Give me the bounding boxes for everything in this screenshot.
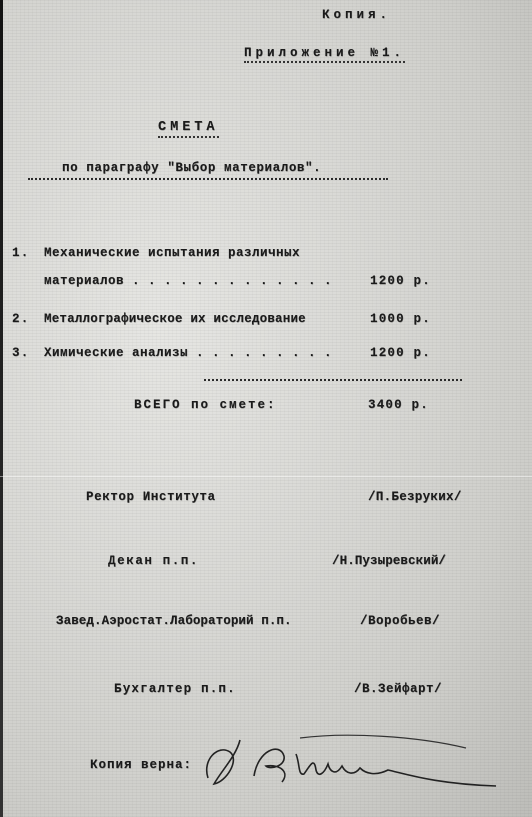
signature-3-name: /Воробьев/ xyxy=(360,614,441,628)
item-1-text-line1: Механические испытания различных xyxy=(44,246,301,260)
signature-4-role: Бухгалтер п.п. xyxy=(114,682,236,696)
item-2-text: Металлографическое их исследование xyxy=(44,312,306,326)
item-3-number: 3. xyxy=(12,346,30,360)
scan-edge xyxy=(0,0,3,817)
document-subtitle: по параграфу "Выбор материалов". xyxy=(62,161,322,175)
item-3-amount: 1200 р. xyxy=(370,346,431,360)
document-title: СМЕТА xyxy=(158,120,219,138)
signature-3-role: Завед.Аэростат.Лабораторий п.п. xyxy=(56,614,292,628)
subtitle-underline xyxy=(28,178,388,180)
total-rule xyxy=(204,379,462,381)
signature-2-role: Декан п.п. xyxy=(108,554,200,568)
total-label: ВСЕГО по смете: xyxy=(134,398,277,412)
signature-1-role: Ректор Института xyxy=(86,490,216,504)
appendix-label: Приложение №1. xyxy=(244,46,405,63)
item-2-amount: 1000 р. xyxy=(370,312,431,326)
handwritten-signature xyxy=(196,730,506,800)
item-2-number: 2. xyxy=(12,312,30,326)
paper-fold xyxy=(0,476,532,477)
signature-2-name: /Н.Пузыревский/ xyxy=(332,554,447,568)
item-1-amount: 1200 р. xyxy=(370,274,431,288)
total-amount: 3400 р. xyxy=(368,398,429,412)
item-3-text: Химические анализы . . . . . . . . . xyxy=(44,346,333,360)
item-1-text-line2: материалов . . . . . . . . . . . . . xyxy=(44,274,333,288)
copy-mark: Копия. xyxy=(322,8,392,22)
certification-label: Копия верна: xyxy=(90,758,193,772)
signature-1-name: /П.Безруких/ xyxy=(368,490,462,504)
signature-4-name: /В.Зейфарт/ xyxy=(354,682,443,696)
item-1-number: 1. xyxy=(12,246,30,260)
